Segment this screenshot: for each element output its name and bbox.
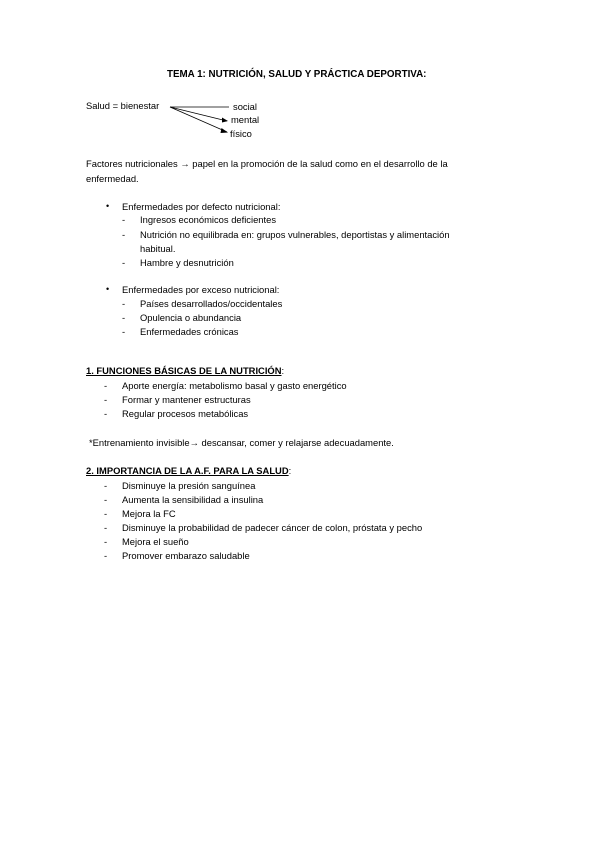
importancia-heading-text: 2. IMPORTANCIA DE LA A.F. PARA LA SALUD	[86, 465, 289, 476]
importancia-item-6: Promover embarazo saludable	[122, 550, 250, 561]
bullet-icon: •	[106, 201, 110, 211]
branch-line-mental	[170, 107, 227, 121]
dash-icon: -	[122, 229, 126, 240]
dash-icon: -	[122, 312, 126, 323]
dash-icon: -	[104, 380, 108, 391]
funciones-item-1: Aporte energía: metabolismo basal y gasto energético	[122, 380, 347, 391]
factores-line-2: enfermedad.	[86, 173, 139, 184]
dash-icon: -	[104, 394, 108, 405]
dash-icon: -	[104, 536, 108, 547]
factores-line-1: Factores nutricionales → papel en la promoción de la salud como en el desarrollo de la	[86, 158, 448, 169]
salud-label: Salud = bienestar	[86, 100, 160, 111]
exceso-item-3: Enfermedades crónicas	[140, 326, 239, 337]
exceso-item-1: Países desarrollados/occidentales	[140, 298, 283, 309]
dash-icon: -	[122, 214, 126, 225]
entrenamiento-note: *Entrenamiento invisible→ descansar, comer y relajarse adecuadamente.	[89, 437, 394, 448]
branch-arrow-fisico	[221, 128, 229, 133]
dash-icon: -	[122, 326, 126, 337]
dash-icon: -	[104, 408, 108, 419]
branch-fisico: físico	[230, 128, 252, 139]
importancia-item-1: Disminuye la presión sanguínea	[122, 480, 256, 491]
funciones-heading	[86, 365, 284, 377]
defecto-heading: Enfermedades por defecto nutricional:	[122, 201, 281, 212]
branch-mental: mental	[231, 114, 260, 125]
branch-social: social	[233, 101, 257, 112]
funciones-item-2: Formar y mantener estructuras	[122, 394, 251, 405]
defecto-item-1: Ingresos económicos deficientes	[140, 214, 277, 225]
funciones-item-3: Regular procesos metabólicas	[122, 408, 249, 419]
dash-icon: -	[104, 508, 108, 519]
dash-icon: -	[104, 494, 108, 505]
importancia-item-3: Mejora la FC	[122, 508, 176, 519]
dash-icon: -	[122, 298, 126, 309]
dash-icon: -	[122, 257, 126, 268]
bullet-icon: •	[106, 284, 110, 294]
funciones-heading-colon: :	[281, 365, 285, 376]
importancia-heading-colon: :	[288, 465, 292, 476]
page-title: TEMA 1: NUTRICIÓN, SALUD Y PRÁCTICA DEPORTIVA:	[167, 69, 427, 80]
importancia-heading	[86, 465, 291, 477]
importancia-item-2: Aumenta la sensibilidad a insulina	[122, 494, 264, 505]
exceso-heading: Enfermedades por exceso nutricional:	[122, 284, 280, 295]
dash-icon: -	[104, 522, 108, 533]
defecto-item-2: Nutrición no equilibrada en: grupos vulnerables, deportistas y alimentación	[140, 229, 450, 240]
branch-arrow-mental	[222, 118, 228, 123]
exceso-item-2: Opulencia o abundancia	[140, 312, 242, 323]
dash-icon: -	[104, 480, 108, 491]
defecto-item-2-continued: habitual.	[140, 243, 176, 254]
funciones-heading-text: 1. FUNCIONES BÁSICAS DE LA NUTRICIÓN	[86, 365, 282, 376]
importancia-item-5: Mejora el sueño	[122, 536, 189, 547]
importancia-item-4: Disminuye la probabilidad de padecer cáncer de colon, próstata y pecho	[122, 522, 423, 533]
branch-line-fisico	[170, 107, 227, 132]
defecto-item-3: Hambre y desnutrición	[140, 257, 234, 268]
dash-icon: -	[104, 550, 108, 561]
